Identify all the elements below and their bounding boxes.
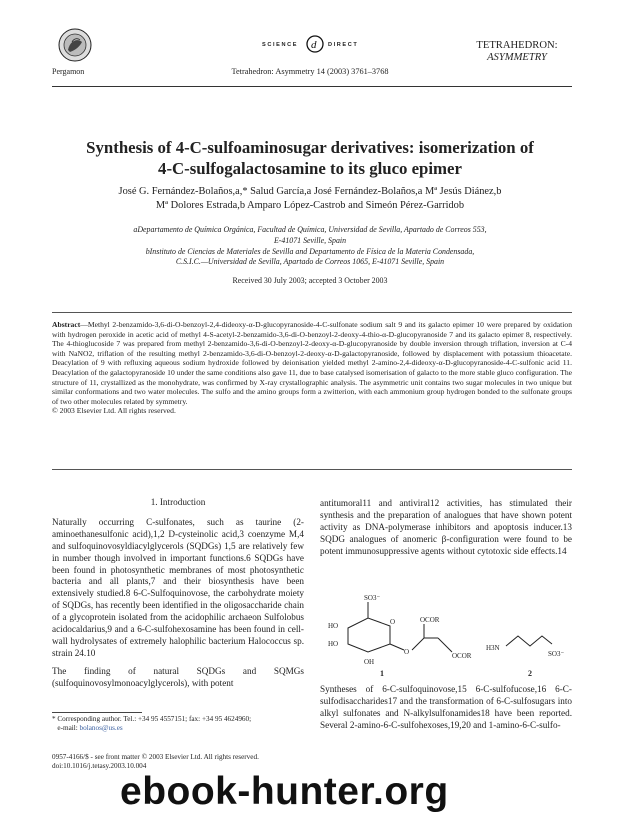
issn-doi-block [52, 753, 352, 771]
glycerol-chain-1 [412, 638, 438, 650]
label-ocor-2: OCOR [452, 652, 472, 660]
journal-name-line2: ASYMMETRY [487, 52, 547, 63]
authors-line1: José G. Fernández-Bolaños,a,* Salud García,a José Fernández-Bolaños,a Mª Jesús Diánez,b [118, 186, 502, 197]
label-so3-1: SO3⁻ [364, 594, 381, 602]
label-ring-o: O [390, 618, 396, 626]
intro-paragraph-1: Naturally occurring C-sulfonates, such as taurine (2-aminoethanesulfonic acid),1,2 D-cysteinolic acid,3 coenzyme M,4 and sulfoquinovosyldiacylglycerols (SQDGs) 1,5 are relatively few in number though involved in important functions.6 SQDGs have been found in photosynthetic membranes of most photosynthetic bacteria and all plants,7 and their biosynthesis have been extensively studied.8 6-C-Sulfoquinovose, the carbohydrate moiety of SQDGs, has recently been identified in the oligosaccharide chain of a glycoprotein isolated from the acidophilic archaeon Sulfolobus acidocaldarius,9 and a 6-C-sulfohexosamine has been found in cell-wall hydrolysates of extremely halophilic bacterium Halococcus sp. strain 24.10 [52, 516, 304, 658]
journal-citation [0, 67, 620, 76]
label-link-o: O [404, 648, 410, 656]
author-email-link[interactable]: bolanos@us.es [79, 724, 123, 732]
footnote-rule [52, 712, 142, 713]
sciencedirect-left: SCIENCE [262, 42, 299, 48]
received-dates: Received 30 July 2003; accepted 3 October 2003 [232, 276, 388, 285]
right-paragraph-1: antitumoral11 and antiviral12 activities, has stimulated their synthesis and the preparation of analogues that have shown potent activity as DNA-polymerase inhibitors and apoptosis inducer.13 SQDG analogues of anomeric β-configuration were found to be potent immunosuppressive agents without cytotoxic side effects.14 [320, 498, 572, 556]
elsevier-tree-logo-icon [58, 28, 92, 62]
doi-line: doi:10.1016/j.tetasy.2003.10.004 [52, 762, 147, 770]
footnote-email-label: e-mail: [57, 724, 78, 732]
sciencedirect-right: DIRECT [328, 42, 359, 48]
affiliation-a-line1: aDepartamento de Química Orgánica, Facultad de Química, Universidad de Sevilla, Apartado de Correos 553, [133, 225, 487, 234]
authors-line2: Mª Dolores Estrada,b Amparo López-Castrob and Simeón Pérez-Garridob [155, 199, 465, 211]
footnote-line1: * Corresponding author. Tel.: +34 95 4557151; fax: +34 95 4624960; [52, 715, 252, 723]
structure-2 [506, 636, 552, 646]
right-column-bottom [320, 684, 572, 732]
structure-2-label: 2 [528, 669, 532, 678]
abstract [52, 320, 572, 416]
watermark-text: ebook-hunter.org [120, 770, 449, 813]
header-rule [52, 86, 572, 87]
title-line1: Synthesis of 4-C-sulfoaminosugar derivatives: isomerization of [86, 138, 534, 157]
label-ocor-1: OCOR [420, 616, 440, 624]
abstract-bottom-rule [52, 469, 572, 470]
abstract-top-rule [52, 312, 572, 313]
citation-text: Tetrahedron: Asymmetry 14 (2003) 3761–3768 [231, 67, 389, 76]
affiliations [40, 225, 580, 268]
sciencedirect-logo [262, 35, 372, 59]
abstract-text: —Methyl 2-benzamido-3,6-di-O-benzoyl-2,4-dideoxy-α-D-glucopyranoside-4-C-sulfonate sodium salt 9 and its galacto epimer 10 were prepared by oxidation with hydrogen peroxide in acetic acid of methyl 4-S-acetyl-2-benzamido-3,6-di-O-benzoyl-2-deoxy-4-thio-α-D-glucopyranoside 7 and its galacto epimer 8, respectively. The 4-thioglucoside 7 was prepared from methyl 2-benzamido-3,6-di-O-benzoyl-2-deoxy-α-D-glucopyranoside by double inversion through triflation, inversion at C-4 with NaNO2, triflation of the resulting methyl 2-benzamido-3,6-di-O-benzoyl-2-deoxy-α-D-galactopyranoside, followed by displacement with potassium thioacetate. Deacylation of 9 with refluxing aqueous sodium hydroxide followed by deionisation yielded methyl 2-amino-2,4-dideoxy-α-D-glucopyranoside-4-C-sulfonic acid 11. Deacylation of the galactopyranoside 10 under the same conditions also gave 11, due to base catalysed isomerisation of galacto to the more stable gluco configuration. The structure of 11, crystallized as the monohydrate, was confirmed by X-ray crystallographic analysis. The asymmetric unit contains two sugar molecules in two unique but similar conformations and two water molecules. The sulfo and the amino groups form a zwitterion, with each ammonium group hydrogen bonded to the sulfonate groups of two other molecules related by symmetry. [52, 320, 572, 406]
structure-1 [348, 602, 452, 652]
label-so3-2: SO3⁻ [548, 650, 565, 658]
issn-line: 0957-4166/$ - see front matter © 2003 Elsevier Ltd. All rights reserved. [52, 753, 259, 761]
glycerol-chain-2 [438, 638, 452, 652]
abstract-copyright: © 2003 Elsevier Ltd. All rights reserved. [52, 406, 176, 416]
left-column [52, 497, 304, 690]
author-list [40, 185, 580, 212]
label-oh: OH [364, 658, 375, 666]
corresponding-author-footnote [52, 715, 308, 733]
publisher-name: Pergamon [52, 67, 85, 76]
intro-paragraph-2: The finding of natural SQDGs and SQMGs (sulfoquinovosylmonoacylglycerols), with potent [52, 665, 304, 688]
svg-text:d: d [311, 39, 317, 51]
journal-name-line1: TETRAHEDRON: [476, 40, 558, 51]
affiliation-a-line2: E-41071 Seville, Spain [273, 235, 347, 245]
sciencedirect-d-icon [306, 35, 324, 53]
chemical-structures-figure [320, 588, 572, 678]
paper-title [40, 137, 580, 179]
label-ho-2: HO [328, 640, 339, 648]
structure-1-label: 1 [380, 669, 384, 678]
title-line2: 4-C-sulfogalactosamine to its gluco epimer [158, 159, 462, 178]
glycosidic-bond [390, 644, 404, 650]
section-heading-introduction: 1. Introduction [150, 497, 206, 507]
label-h3n: H3N [486, 644, 500, 652]
affiliation-b-line2: C.S.I.C.—Universidad de Sevilla, Apartado de Correos 1065, E-41071 Seville, Spain [175, 257, 445, 267]
right-column-top [320, 498, 572, 558]
right-paragraph-2: Syntheses of 6-C-sulfoquinovose,15 6-C-sulfofucose,16 6-C-sulfodisaccharides17 and the transformation of 6-C-sulfosugars into alkyl sulfonates and N-alkylsulfonamides18 have been reported. Several 2-amino-6-C-sulfohexoses,19,20 and 1-amino-6-C-sulfo- [320, 684, 572, 730]
affiliation-b-line1: bInstituto de Ciencias de Materiales de Sevilla and Departamento de Física de la Materia Condensada, [145, 246, 475, 256]
abstract-label: Abstract [52, 320, 81, 329]
label-ho-1: HO [328, 622, 339, 630]
pyranose-ring [348, 618, 390, 652]
journal-name [462, 40, 572, 64]
